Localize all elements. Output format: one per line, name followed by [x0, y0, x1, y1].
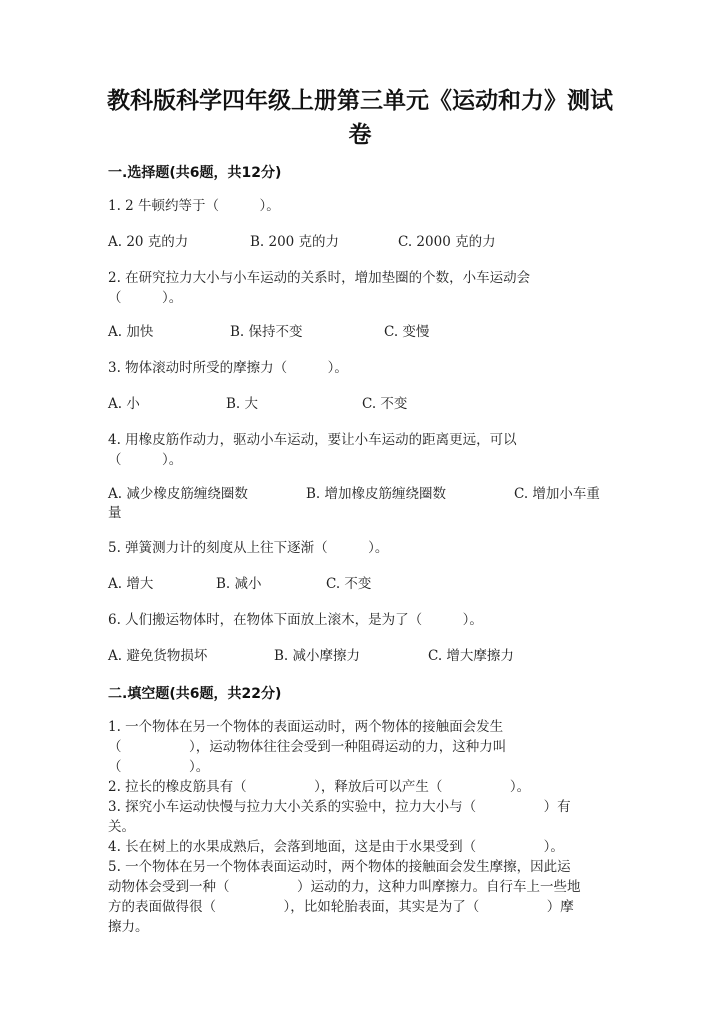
- fill-line: 动物体会受到一种（ ）运动的力，这种力叫摩擦力。自行车上一些地: [108, 879, 581, 895]
- question-5-option-c: C. 不变: [326, 576, 372, 592]
- question-2-option-c: C. 变慢: [384, 324, 430, 340]
- fill-line: 5. 一个物体在另一个物体表面运动时，两个物体的接触面会发生摩擦，因此运: [108, 859, 571, 875]
- question-6-option-a: A. 避免货物损坏: [108, 648, 208, 664]
- question-5-option-a: A. 增大: [108, 576, 154, 592]
- section-heading-choice: 一.选择题(共6题，共12分): [108, 165, 282, 181]
- question-5-stem: 5. 弹簧测力计的刻度从上往下逐渐（ ）。: [108, 540, 389, 556]
- question-4-option-b: B. 增加橡皮筋缠绕圈数: [306, 486, 447, 502]
- question-3-stem: 3. 物体滚动时所受的摩擦力（ ）。: [108, 360, 348, 376]
- fill-line: 关。: [108, 819, 135, 835]
- question-1-option-c: C. 2000 克的力: [398, 234, 496, 250]
- title-line-1: 教科版科学四年级上册第三单元《运动和力》测试: [107, 88, 613, 114]
- question-1-stem: 1. 2 牛顿约等于（ ）。: [108, 198, 280, 214]
- question-1-option-b: B. 200 克的力: [250, 234, 340, 250]
- question-4-option-c-wrap: 量: [108, 505, 122, 521]
- fill-line: 2. 拉长的橡皮筋具有（ ），释放后可以产生（ ）。: [108, 779, 531, 795]
- fill-line: （ ），运动物体往往会受到一种阻碍运动的力，这种力叫: [108, 739, 507, 755]
- fill-line: （ ）。: [108, 759, 210, 775]
- question-3-option-a: A. 小: [108, 396, 140, 412]
- fill-line: 方的表面做得很（ ），比如轮胎表面，其实是为了（ ）摩: [108, 899, 574, 915]
- section-heading-fill-blank: 二.填空题(共6题，共22分): [108, 686, 282, 702]
- question-4-stem-line-1: 4. 用橡皮筋作动力，驱动小车运动，要让小车运动的距离更远，可以: [108, 432, 517, 448]
- question-6-option-b: B. 减小摩擦力: [274, 648, 361, 664]
- question-4-option-c: C. 增加小车重: [514, 486, 600, 502]
- question-6-stem: 6. 人们搬运物体时，在物体下面放上滚木，是为了（ ）。: [108, 612, 483, 628]
- question-2-option-a: A. 加快: [108, 324, 154, 340]
- exam-title: [100, 84, 620, 152]
- question-1-option-a: A. 20 克的力: [108, 234, 189, 250]
- fill-line: 3. 探究小车运动快慢与拉力大小关系的实验中，拉力大小与（ ）有: [108, 799, 571, 815]
- question-4-stem-line-2: （ ）。: [108, 452, 183, 468]
- question-3-option-b: B. 大: [226, 396, 259, 412]
- question-2-option-b: B. 保持不变: [230, 324, 303, 340]
- question-2-stem-line-1: 2. 在研究拉力大小与小车运动的关系时，增加垫圈的个数，小车运动会: [108, 270, 531, 286]
- fill-line: 4. 长在树上的水果成熟后，会落到地面，这是由于水果受到（ ）。: [108, 839, 564, 855]
- question-6-option-c: C. 增大摩擦力: [428, 648, 514, 664]
- fill-line: 1. 一个物体在另一个物体的表面运动时，两个物体的接触面会发生: [108, 719, 504, 735]
- question-2-stem-line-2: （ ）。: [108, 290, 183, 306]
- fill-line: 擦力。: [108, 919, 149, 935]
- question-4-option-a: A. 减少橡皮筋缠绕圈数: [108, 486, 248, 502]
- question-5-option-b: B. 减小: [216, 576, 262, 592]
- question-3-option-c: C. 不变: [362, 396, 408, 412]
- title-line-2: 卷: [348, 122, 372, 148]
